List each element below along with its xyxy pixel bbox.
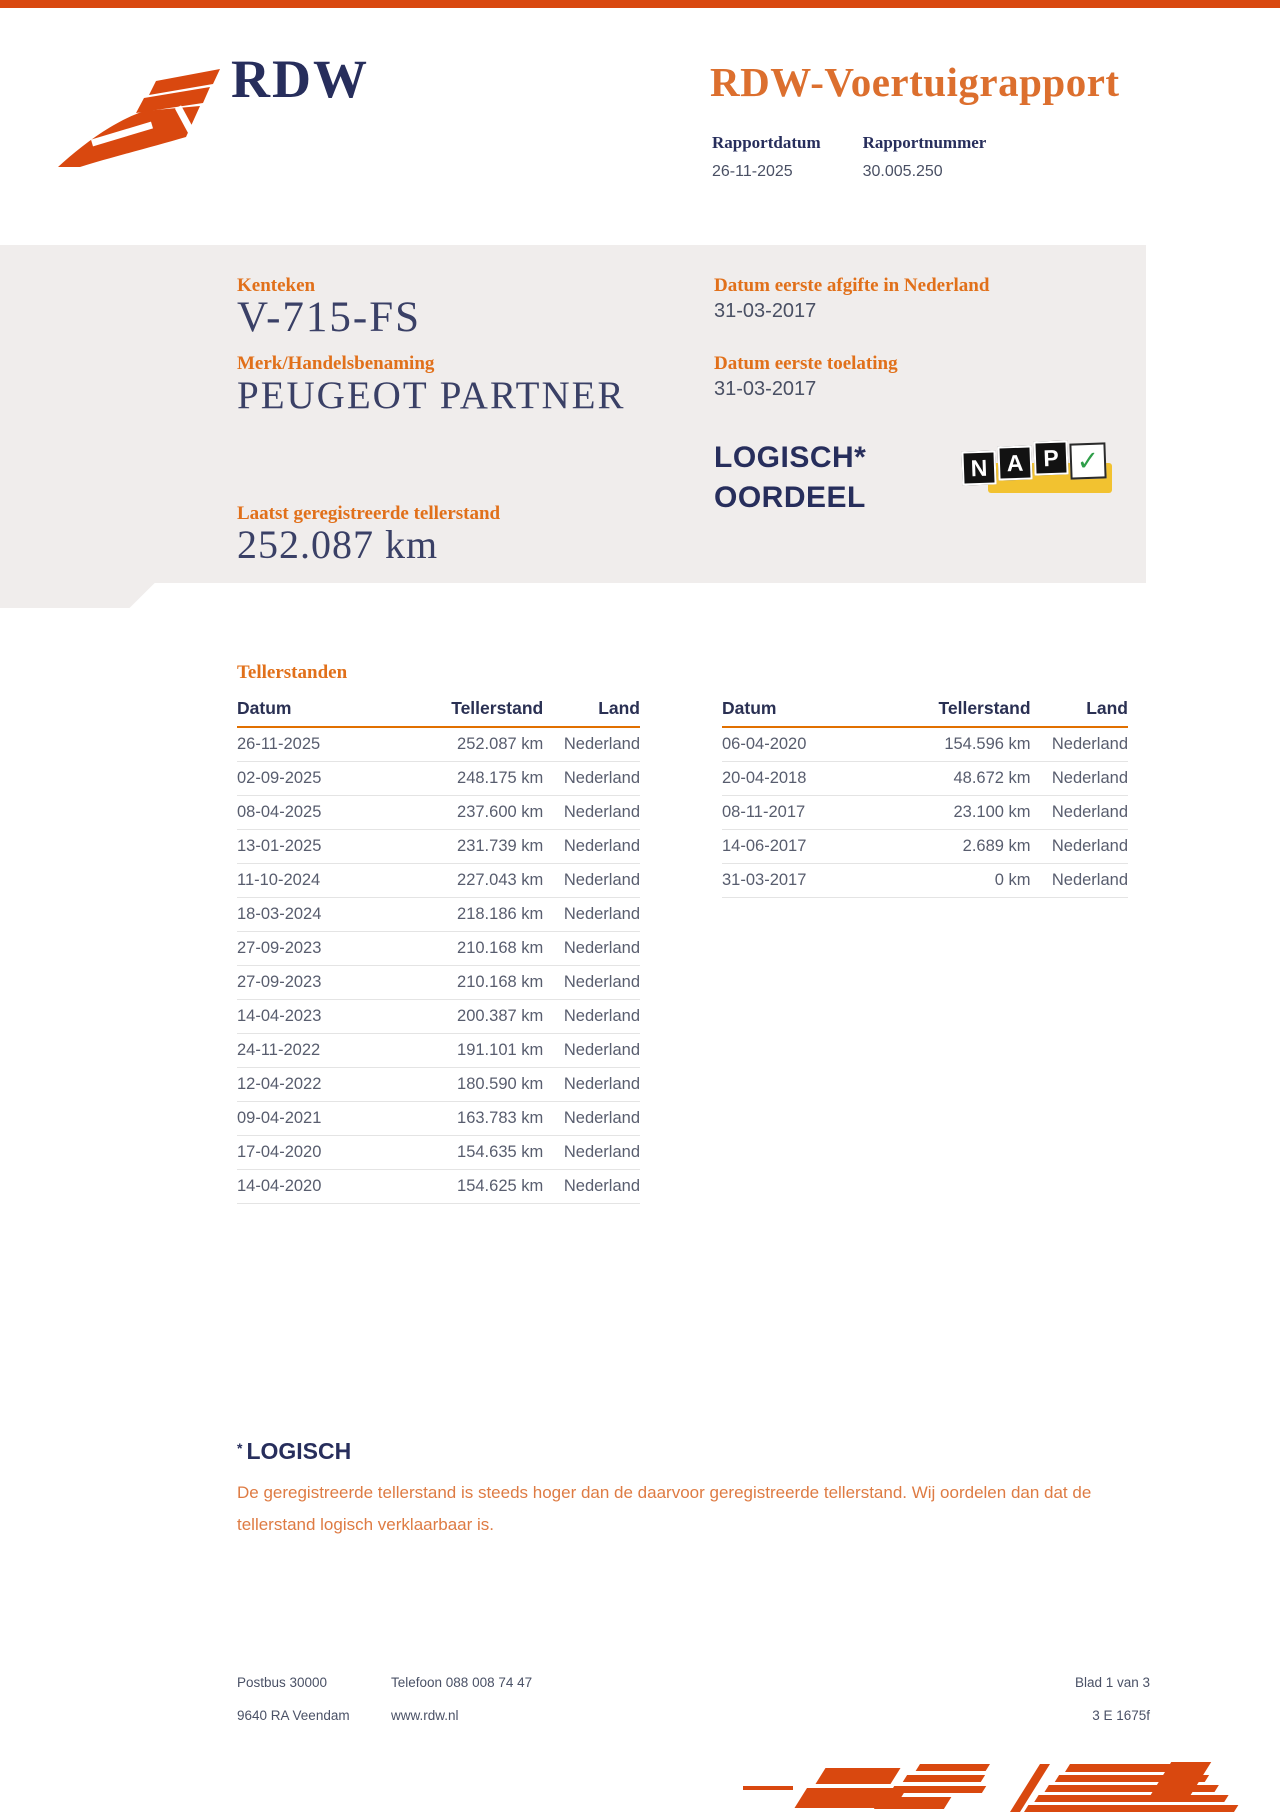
column-header-datum: Datum bbox=[237, 694, 398, 727]
report-number-label: Rapportnummer bbox=[862, 133, 987, 152]
cell-tellerstand: 0 km bbox=[884, 864, 1030, 898]
column-header-land: Land bbox=[1031, 694, 1128, 727]
oordeel-line2: OORDEEL bbox=[714, 481, 866, 514]
cell-datum: 24-11-2022 bbox=[237, 1034, 398, 1068]
table-row bbox=[237, 762, 640, 796]
cell-land: Nederland bbox=[543, 1170, 640, 1204]
cell-datum: 31-03-2017 bbox=[722, 864, 884, 898]
cell-tellerstand: 227.043 km bbox=[398, 864, 543, 898]
cell-datum: 14-04-2023 bbox=[237, 1000, 398, 1034]
merk-value: PEUGEOT PARTNER bbox=[237, 374, 626, 417]
logisch-text: De geregistreerde tellerstand is steeds hoger dan de daarvoor geregistreerde tellerstand. Wij oordelen dan dat de tellerstand logisch verklaarbaar is. bbox=[237, 1483, 1092, 1535]
nap-letter-n: N bbox=[961, 450, 996, 485]
cell-land: Nederland bbox=[543, 1102, 640, 1136]
cell-datum: 26-11-2025 bbox=[237, 727, 398, 762]
cell-land: Nederland bbox=[543, 864, 640, 898]
cell-datum: 14-04-2020 bbox=[237, 1170, 398, 1204]
table-row bbox=[237, 932, 640, 966]
column-header-land: Land bbox=[543, 694, 640, 727]
cell-land: Nederland bbox=[1031, 830, 1128, 864]
page-title: RDW-Voertuigrapport bbox=[710, 59, 1120, 105]
logisch-asterisk: * bbox=[237, 1440, 243, 1456]
toelating-label: Datum eerste toelating bbox=[714, 353, 898, 374]
cell-datum: 09-04-2021 bbox=[237, 1102, 398, 1136]
vehicle-summary-panel bbox=[0, 245, 1146, 608]
table-row bbox=[722, 762, 1128, 796]
column-header-tellerstand: Tellerstand bbox=[884, 694, 1030, 727]
rdw-swoosh-icon bbox=[52, 55, 222, 173]
footer-postbus: Postbus 30000 bbox=[237, 1675, 328, 1690]
cell-land: Nederland bbox=[543, 1136, 640, 1170]
merk-label: Merk/Handelsbenaming bbox=[237, 353, 435, 374]
kenteken-label: Kenteken bbox=[237, 275, 316, 296]
cell-tellerstand: 231.739 km bbox=[398, 830, 543, 864]
cell-tellerstand: 48.672 km bbox=[884, 762, 1030, 796]
table-row bbox=[237, 830, 640, 864]
cell-tellerstand: 210.168 km bbox=[398, 932, 543, 966]
tellerstand-value: 252.087 km bbox=[237, 522, 439, 567]
cell-tellerstand: 252.087 km bbox=[398, 727, 543, 762]
cell-land: Nederland bbox=[1031, 796, 1128, 830]
cell-datum: 12-04-2022 bbox=[237, 1068, 398, 1102]
cell-land: Nederland bbox=[1031, 864, 1128, 898]
cell-datum: 20-04-2018 bbox=[722, 762, 884, 796]
report-date-block bbox=[712, 133, 821, 181]
footer-page-info bbox=[1075, 1666, 1150, 1732]
report-date-label: Rapportdatum bbox=[712, 133, 821, 152]
table-row bbox=[237, 898, 640, 932]
footer-page-indicator: Blad 1 van 3 bbox=[1074, 1675, 1150, 1690]
cell-tellerstand: 154.596 km bbox=[884, 727, 1030, 762]
table-row bbox=[237, 1034, 640, 1068]
footer-phone: Telefoon 088 008 74 47 bbox=[391, 1675, 533, 1690]
cell-tellerstand: 218.186 km bbox=[398, 898, 543, 932]
cell-tellerstand: 154.625 km bbox=[398, 1170, 543, 1204]
toelating-value: 31-03-2017 bbox=[714, 378, 817, 400]
cell-datum: 08-11-2017 bbox=[722, 796, 884, 830]
cell-land: Nederland bbox=[543, 1034, 640, 1068]
footer-address bbox=[237, 1666, 350, 1732]
cell-datum: 02-09-2025 bbox=[237, 762, 398, 796]
top-orange-bar bbox=[0, 0, 1280, 8]
kenteken-value: V-715-FS bbox=[237, 294, 422, 341]
table-row bbox=[722, 727, 1128, 762]
cell-tellerstand: 163.783 km bbox=[398, 1102, 543, 1136]
cell-land: Nederland bbox=[543, 830, 640, 864]
cell-land: Nederland bbox=[1031, 727, 1128, 762]
cell-datum: 27-09-2023 bbox=[237, 966, 398, 1000]
speed-stripes-icon bbox=[735, 1756, 1280, 1812]
column-header-tellerstand: Tellerstand bbox=[398, 694, 543, 727]
cell-datum: 14-06-2017 bbox=[722, 830, 884, 864]
afgifte-label: Datum eerste afgifte in Nederland bbox=[714, 275, 990, 296]
cell-land: Nederland bbox=[543, 1068, 640, 1102]
cell-tellerstand: 180.590 km bbox=[398, 1068, 543, 1102]
table-row bbox=[237, 1102, 640, 1136]
cell-land: Nederland bbox=[543, 762, 640, 796]
cell-datum: 18-03-2024 bbox=[237, 898, 398, 932]
table-row bbox=[722, 864, 1128, 898]
table-row bbox=[722, 796, 1128, 830]
nap-letter-a: A bbox=[997, 445, 1032, 480]
cell-land: Nederland bbox=[543, 796, 640, 830]
report-number-block bbox=[863, 133, 987, 181]
nap-check-icon: ✓ bbox=[1069, 442, 1106, 479]
oordeel-line1: LOGISCH* bbox=[714, 441, 867, 474]
cell-tellerstand: 237.600 km bbox=[398, 796, 543, 830]
table-row bbox=[722, 830, 1128, 864]
logisch-heading-text: LOGISCH bbox=[246, 1438, 352, 1464]
table-row bbox=[237, 1136, 640, 1170]
cell-datum: 17-04-2020 bbox=[237, 1136, 398, 1170]
cell-land: Nederland bbox=[543, 1000, 640, 1034]
cell-datum: 13-01-2025 bbox=[237, 830, 398, 864]
tellerstanden-table-right bbox=[722, 694, 1128, 898]
cell-datum: 06-04-2020 bbox=[722, 727, 884, 762]
footer-form-code: 3 E 1675f bbox=[1092, 1708, 1150, 1723]
nap-letter-p: P bbox=[1033, 440, 1068, 475]
cell-land: Nederland bbox=[543, 932, 640, 966]
cell-land: Nederland bbox=[543, 898, 640, 932]
tellerstanden-heading: Tellerstanden bbox=[237, 662, 348, 683]
nap-logo bbox=[962, 435, 1122, 505]
afgifte-value: 31-03-2017 bbox=[714, 300, 817, 322]
oordeel-verdict bbox=[714, 438, 866, 518]
tellerstanden-section bbox=[237, 662, 1128, 1195]
report-number-value: 30.005.250 bbox=[862, 163, 943, 180]
table-row bbox=[237, 864, 640, 898]
table-row bbox=[237, 1000, 640, 1034]
cell-land: Nederland bbox=[543, 966, 640, 1000]
cell-tellerstand: 23.100 km bbox=[884, 796, 1030, 830]
cell-tellerstand: 210.168 km bbox=[398, 966, 543, 1000]
cell-land: Nederland bbox=[543, 727, 640, 762]
report-meta bbox=[712, 133, 986, 181]
cell-land: Nederland bbox=[1031, 762, 1128, 796]
tellerstand-label: Laatst geregistreerde tellerstand bbox=[237, 503, 501, 524]
cell-tellerstand: 248.175 km bbox=[398, 762, 543, 796]
logisch-note bbox=[237, 1438, 1162, 1542]
cell-tellerstand: 200.387 km bbox=[398, 1000, 543, 1034]
table-row bbox=[237, 966, 640, 1000]
footer-city: 9640 RA Veendam bbox=[237, 1708, 350, 1723]
table-row bbox=[237, 1068, 640, 1102]
logisch-heading bbox=[237, 1438, 1162, 1465]
cell-tellerstand: 154.635 km bbox=[398, 1136, 543, 1170]
table-header-row bbox=[237, 694, 640, 727]
tellerstanden-table-left bbox=[237, 694, 640, 1204]
footer-contact bbox=[391, 1666, 532, 1732]
cell-datum: 11-10-2024 bbox=[237, 864, 398, 898]
cell-datum: 27-09-2023 bbox=[237, 932, 398, 966]
footer-website: www.rdw.nl bbox=[391, 1708, 459, 1723]
rdw-logo-text: RDW bbox=[231, 49, 369, 109]
table-row bbox=[237, 796, 640, 830]
table-header-row bbox=[722, 694, 1128, 727]
cell-tellerstand: 2.689 km bbox=[884, 830, 1030, 864]
cell-tellerstand: 191.101 km bbox=[398, 1034, 543, 1068]
column-header-datum: Datum bbox=[722, 694, 884, 727]
table-row bbox=[237, 1170, 640, 1204]
table-row bbox=[237, 727, 640, 762]
cell-datum: 08-04-2025 bbox=[237, 796, 398, 830]
report-date-value: 26-11-2025 bbox=[712, 163, 793, 180]
